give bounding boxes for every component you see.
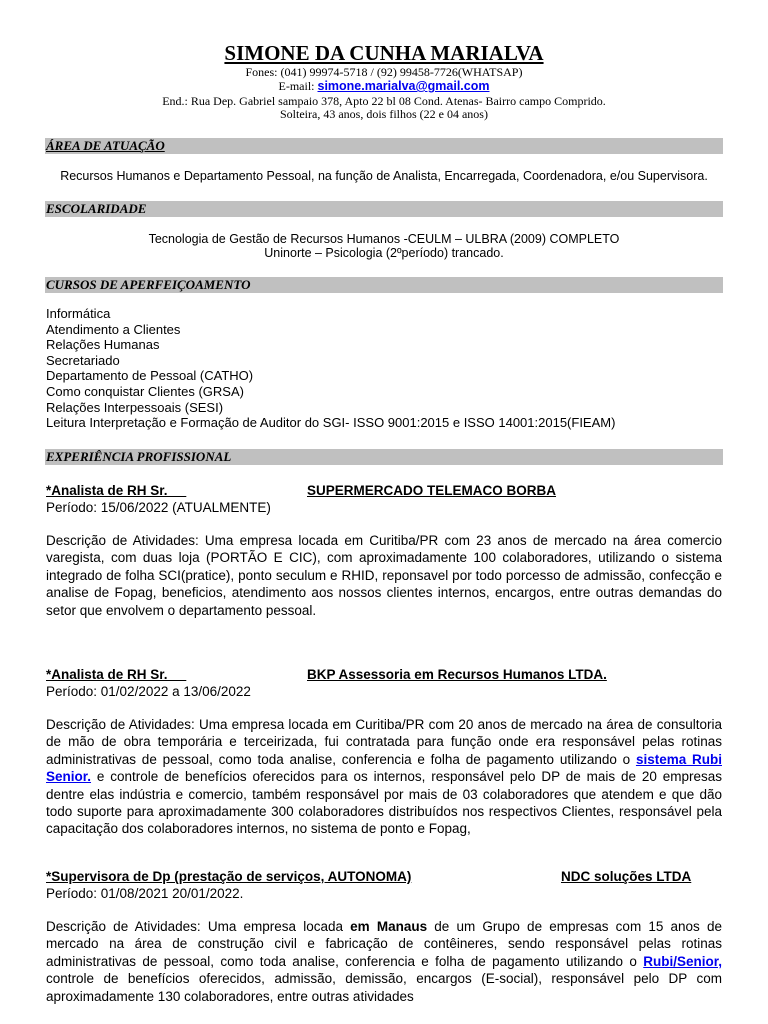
personal-info-line: Solteira, 43 anos, dois filhos (22 e 04 anos) — [280, 107, 488, 121]
description-text: e controle de benefícios oferecidos para os internos, responsável pelo DP de mais de 20 empresas dentre elas indústria e comercio, também responsável por mais de 03 colaboradores que atendem e que dão todo suporte para aproximadamente 300 colaboradores distribuídos nos respectivos Clientes, responsável pela capacitação dos colaboradores internos, no sistema de ponto e Fopag, — [46, 769, 722, 837]
rubi-senior-link[interactable]: Rubi/Senior, — [643, 953, 722, 969]
job-title-2: *Analista de RH Sr. — [46, 667, 187, 682]
area-text: Recursos Humanos e Departamento Pessoal, na função de Analista, Encarregada, Coordenadora, e/ou Supervisora. — [60, 169, 708, 183]
location-bold: em Manaus — [350, 919, 428, 934]
email-line — [0, 79, 768, 93]
job-company-3: NDC soluções LTDA — [561, 869, 692, 884]
job-company-1: SUPERMERCADO TELEMACO BORBA — [307, 483, 557, 498]
phone-line: Fones: (041) 99974-5718 / (92) 99458-7726(WHATSAP) — [245, 65, 523, 79]
list-item: Como conquistar Clientes (GRSA) — [46, 383, 244, 399]
courses-list — [46, 306, 615, 431]
list-item: Atendimento a Clientes — [46, 321, 181, 337]
rubi-senior-link[interactable]: sistema Rubi Senior. — [46, 751, 722, 785]
section-title-experience: EXPERIÊNCIA PROFISSIONAL — [46, 449, 232, 464]
email-label: E-mail: — [278, 79, 318, 93]
list-item: Leitura Interpretação e Formação de Auditor do SGI- ISSO 9001:2015 e ISSO 14001:2015(FIEAM) — [46, 415, 616, 431]
education-line-1: Tecnologia de Gestão de Recursos Humanos -CEULM – ULBRA (2009) COMPLETO — [148, 232, 620, 246]
section-title-courses: CURSOS DE APERFEIÇOAMENTO — [46, 277, 251, 292]
description-text: Descrição de Atividades: Uma empresa locada em Curitiba/PR com 20 anos de mercado na área de consultoria de mão de obra temporária e terceirizada, fui contratada para função onde era responsável pelas rotinas administrativas de pessoal, como toda analise, conferencia e folha de pagamento utilizando o — [46, 717, 722, 767]
education-line-2: Uninorte – Psicologia (2ºperíodo) trancado. — [264, 246, 504, 260]
job-description-1: Descrição de Atividades: Uma empresa locada em Curitiba/PR com 23 anos de mercado na área comercio varegista, com duas loja (PORTÃO E CIC), com aproximadamente 100 colaboradores, utilizando o sistema integrado de folha SCI(pratice), ponto seculum e RHID, reponsavel por todo porcesso de admissão, confecção e analise de Fopag, beneficios, atendimento aos nossos clientes internos, encargos, entre outras demandas do setor que envolvem o departamento pessoal. — [46, 533, 722, 618]
job-company-2: BKP Assessoria em Recursos Humanos LTDA. — [307, 667, 607, 682]
address-line: End.: Rua Dep. Gabriel sampaio 378, Apto 22 bl 08 Cond. Atenas- Bairro campo Comprido. — [162, 94, 606, 108]
section-title-area: ÁREA DE ATUAÇÃO — [46, 138, 165, 153]
section-title-education: ESCOLARIDADE — [46, 201, 147, 216]
description-text: controle de benefícios oferecidos, admissão, demissão, encargos (E-social), responsável pelo DP com aproximadamente 130 colaboradores, entre outras atividades — [46, 971, 722, 1004]
list-item: Relações Humanas — [46, 337, 160, 353]
email-link[interactable]: simone.marialva@gmail.com — [317, 79, 490, 93]
job-title-1: *Analista de RH Sr. — [46, 483, 187, 498]
list-item: Secretariado — [46, 352, 120, 368]
candidate-name: SIMONE DA CUNHA MARIALVA — [224, 41, 544, 65]
list-item: Informática — [46, 306, 111, 321]
job-period-1: Período: 15/06/2022 (ATUALMENTE) — [46, 500, 271, 515]
description-text: de um Grupo de empresas com 15 anos de mercado na área de construção civil e fabricação de contêineres, sendo responsável pelas rotinas administrativas de pessoal, como toda analise, conferencia e folha de pagamento utilizando o — [46, 919, 722, 969]
job-description-3 — [46, 918, 722, 1005]
description-text: Descrição de Atividades: Uma empresa locada — [46, 919, 351, 934]
list-item: Relações Interpessoais (SESI) — [46, 399, 224, 415]
list-item: Departamento de Pessoal (CATHO) — [46, 368, 254, 384]
job-title-3: *Supervisora de Dp (prestação de serviços, AUTONOMA) — [46, 869, 412, 884]
job-description-2 — [46, 716, 722, 838]
job-period-2: Período: 01/02/2022 a 13/06/2022 — [46, 684, 251, 699]
job-period-3: Período: 01/08/2021 20/01/2022. — [46, 886, 244, 901]
